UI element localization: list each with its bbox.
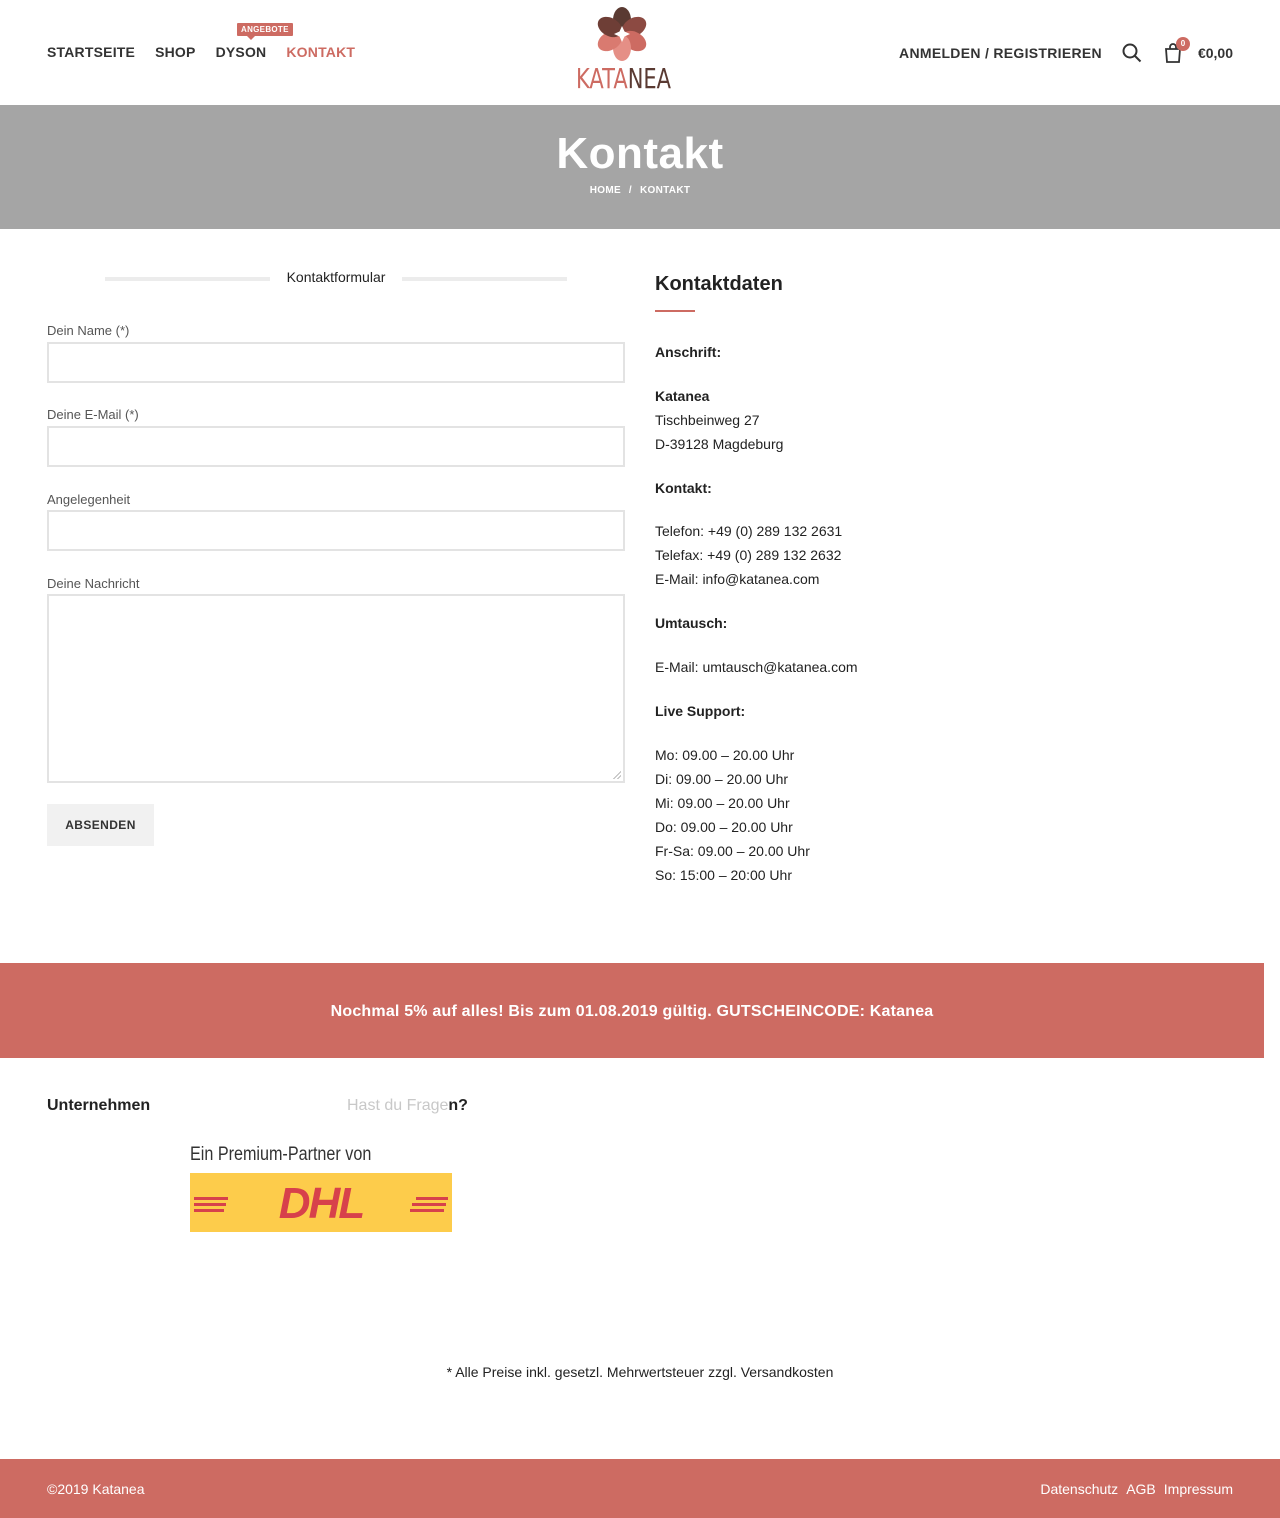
message-label: Deine Nachricht xyxy=(47,576,140,591)
address-heading: Anschrift: xyxy=(655,344,722,360)
promo-banner xyxy=(0,963,1264,1058)
login-register-link[interactable]: ANMELDEN / REGISTRIEREN xyxy=(899,45,1102,61)
breadcrumb-current: KONTAKT xyxy=(640,185,691,196)
exchange-heading: Umtausch: xyxy=(655,615,728,631)
bottom-bar xyxy=(0,1459,1280,1518)
contact-data-title: Kontaktdaten xyxy=(655,273,783,295)
dhl-wordmark: DHL xyxy=(278,1179,364,1228)
vat-notice: * Alle Preise inkl. gesetzl. Mehrwertsteuer zzgl. Versandkosten xyxy=(446,1364,834,1380)
email-input[interactable] xyxy=(47,426,625,467)
footer-faq-title: Hast du Fragen? xyxy=(347,1097,468,1114)
site-header xyxy=(0,0,1280,105)
fax: Telefax: +49 (0) 289 132 2632 xyxy=(655,547,842,563)
nav-dyson[interactable]: DYSON xyxy=(215,44,267,60)
subject-input[interactable] xyxy=(47,510,625,551)
message-textarea[interactable] xyxy=(47,594,625,783)
dhl-logo xyxy=(190,1173,452,1232)
nav-kontakt[interactable]: KONTAKT xyxy=(286,44,356,60)
page-title-bar xyxy=(0,105,1280,229)
page-title: Kontakt xyxy=(556,129,724,178)
city: D-39128 Magdeburg xyxy=(655,436,784,452)
hours-do: Do: 09.00 – 20.00 Uhr xyxy=(655,819,793,835)
footer-link-impressum[interactable]: Impressum xyxy=(1163,1481,1233,1497)
footer-company-title: Unternehmen xyxy=(47,1097,151,1114)
company-name: Katanea xyxy=(655,388,710,404)
nav-shop[interactable]: SHOP xyxy=(155,44,196,60)
offers-badge: ANGEBOTE xyxy=(237,23,293,36)
cart-total[interactable]: €0,00 xyxy=(1197,45,1233,61)
submit-button[interactable]: ABSENDEN xyxy=(47,804,154,846)
name-label: Dein Name (*) xyxy=(47,323,130,338)
email-label: Deine E-Mail (*) xyxy=(47,407,139,422)
header-actions xyxy=(899,39,1233,64)
contact-form-title: Kontaktformular xyxy=(275,269,398,285)
copyright: ©2019 Katanea xyxy=(47,1481,145,1497)
email-exchange[interactable]: E-Mail: umtausch@katanea.com xyxy=(655,659,858,675)
logo-wordmark[interactable]: KATANEA xyxy=(576,62,672,95)
main-nav xyxy=(47,44,355,60)
hours-fr-sa: Fr-Sa: 09.00 – 20.00 Uhr xyxy=(655,843,810,859)
breadcrumb xyxy=(0,185,1280,196)
street: Tischbeinweg 27 xyxy=(655,412,760,428)
contact-data-rule xyxy=(655,310,695,312)
subject-label: Angelegenheit xyxy=(47,492,131,507)
hours-mi: Mi: 09.00 – 20.00 Uhr xyxy=(655,795,790,811)
cart-count-badge: 0 xyxy=(1176,37,1190,51)
footer-links xyxy=(1040,1481,1233,1497)
phone: Telefon: +49 (0) 289 132 2631 xyxy=(655,523,843,539)
hours-mo: Mo: 09.00 – 20.00 Uhr xyxy=(655,747,795,763)
promo-text: Nochmal 5% auf alles! Bis zum 01.08.2019 gültig. GUTSCHEINCODE: Katanea xyxy=(330,1003,934,1020)
name-input[interactable] xyxy=(47,342,625,383)
hours-di: Di: 09.00 – 20.00 Uhr xyxy=(655,771,789,787)
cart-button[interactable] xyxy=(1162,39,1186,64)
email-info[interactable]: E-Mail: info@katanea.com xyxy=(655,571,820,587)
contact-heading: Kontakt: xyxy=(655,480,712,496)
resize-handle[interactable] xyxy=(613,771,621,779)
contact-form-heading xyxy=(105,268,567,288)
footer-link-datenschutz[interactable]: Datenschutz xyxy=(1040,1481,1119,1497)
partner-text: Ein Premium-Partner von xyxy=(190,1144,372,1165)
breadcrumb-home[interactable]: HOME xyxy=(589,185,621,196)
footer-link-agb[interactable]: AGB xyxy=(1126,1481,1156,1497)
breadcrumb-separator: / xyxy=(628,185,633,196)
hours-so: So: 15:00 – 20:00 Uhr xyxy=(655,867,792,883)
search-icon[interactable] xyxy=(1122,43,1142,63)
nav-startseite[interactable]: STARTSEITE xyxy=(47,44,136,60)
live-support-heading: Live Support: xyxy=(655,703,746,719)
